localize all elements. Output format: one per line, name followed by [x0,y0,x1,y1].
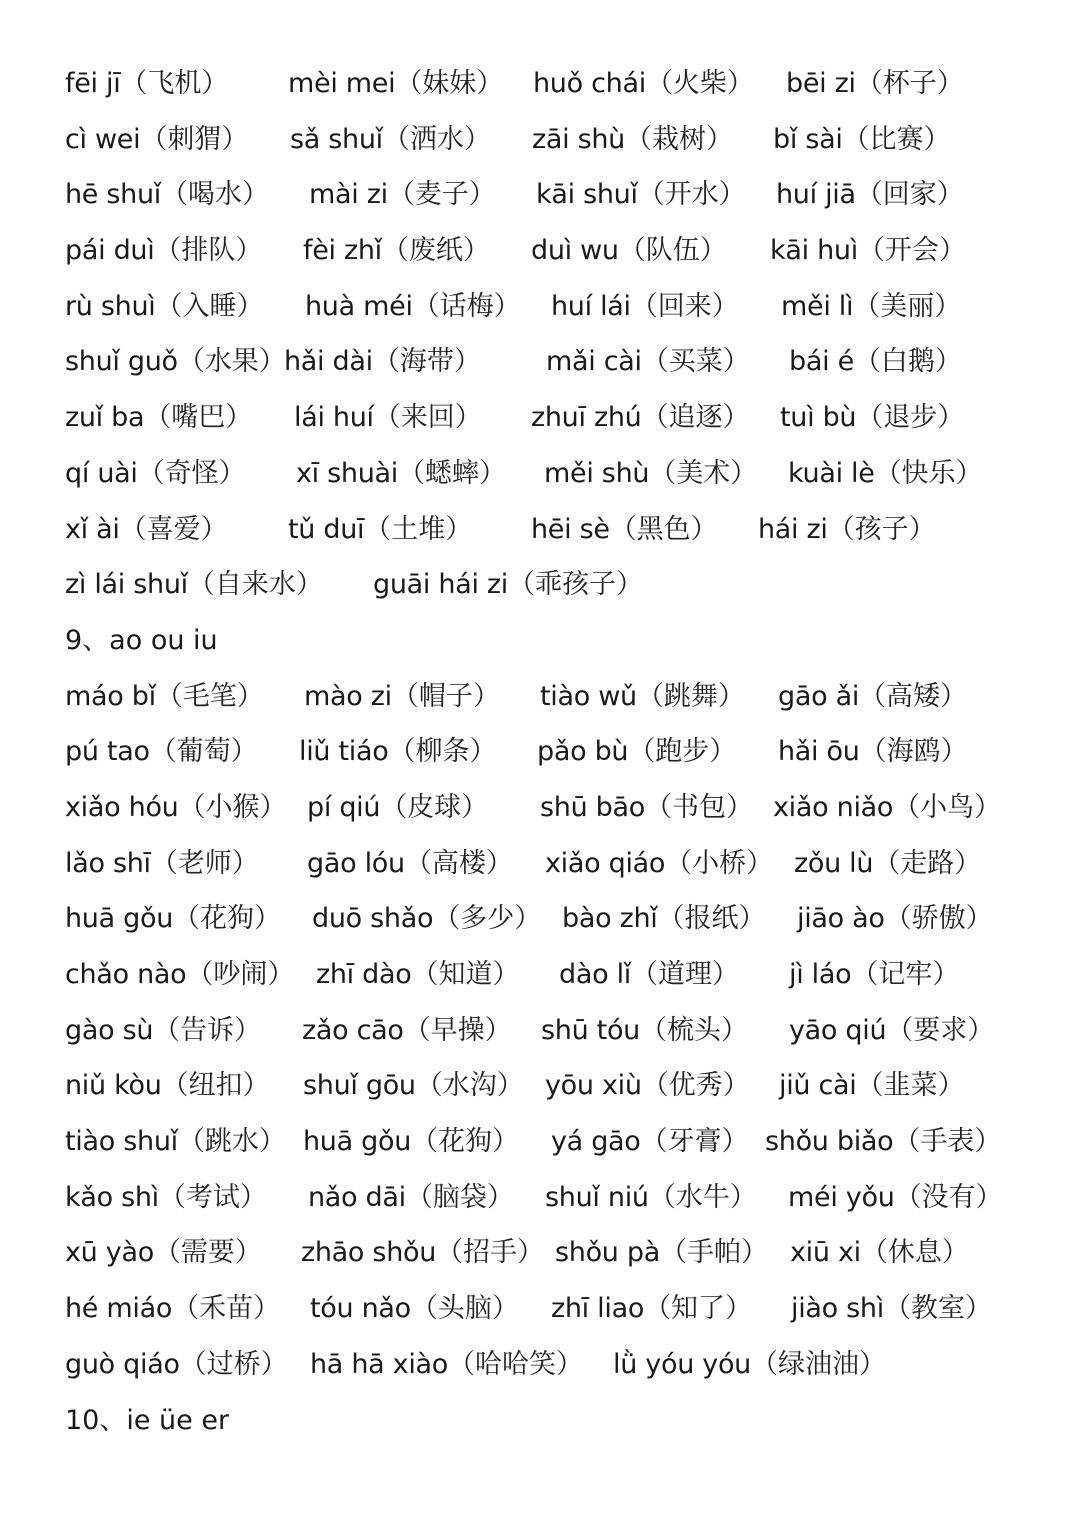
pinyin-text: yá gāo [551,1126,641,1158]
chinese-word: （话梅） [412,290,521,322]
pinyin-text: cì wei [65,123,141,155]
chinese-word: （入睡） [155,290,264,322]
pinyin-text: jì láo [789,959,852,990]
word-entry [791,1281,992,1337]
pinyin-text: měi lì [781,290,854,322]
word-entry [312,891,541,947]
pinyin-text: tiào wǔ [540,680,637,712]
chinese-word: （水牛） [648,1181,757,1213]
chinese-word: （土堆） [364,513,473,545]
word-row [65,390,1025,446]
word-entry [303,223,490,279]
pinyin-text: shuǐ gōu [303,1070,416,1102]
word-entry [559,947,739,1003]
chinese-word: （蟋蟀） [398,457,507,489]
pinyin-text: qí uài [65,457,138,489]
word-entry [294,390,482,446]
word-row [65,1170,1025,1226]
pinyin-text: pú tao [65,736,150,768]
word-row [65,891,1025,947]
pinyin-text: kāi huì [770,235,858,267]
pinyin-text: zǎo cāo [302,1014,404,1046]
chinese-word: （需要） [153,1237,262,1269]
word-entry [65,1003,261,1059]
pinyin-text: dào lǐ [559,959,631,990]
chinese-word: （牙膏） [640,1126,749,1158]
chinese-word: （刺猬） [140,123,249,155]
chinese-word: （来回） [373,402,482,434]
pinyin-text: liǔ tiáo [299,736,389,768]
chinese-word: （骄傲） [884,903,993,935]
pinyin-text: fēi jī [65,68,121,99]
chinese-word: （回家） [855,179,964,211]
chinese-word: （头脑） [410,1293,519,1325]
word-entry [789,1003,994,1059]
chinese-word: （知了） [644,1293,753,1325]
chinese-word: （手帕） [659,1237,768,1269]
word-entry [65,669,264,725]
word-entry [537,724,736,780]
chinese-word: （火柴） [645,68,754,99]
chinese-word: （麦子） [387,179,496,211]
chinese-word: （水果） [177,346,286,378]
pinyin-text: pǎo bù [537,736,629,768]
chinese-word: （知道） [411,959,520,990]
chinese-word: （海带） [372,346,481,378]
word-entry [65,167,269,223]
word-entry [303,1114,519,1170]
word-entry [780,390,964,446]
word-entry [310,1281,519,1337]
pinyin-text: kǎo shì [65,1181,159,1213]
chinese-word: （自来水） [187,569,323,601]
word-entry [65,1170,267,1226]
chinese-word: （韭菜） [856,1070,965,1102]
chinese-word: （黑色） [609,513,718,545]
pinyin-text: kuài lè [788,457,875,489]
word-entry [65,279,264,335]
word-entry [773,112,951,168]
pinyin-text: guò qiáo [65,1348,180,1380]
pinyin-text: kāi shuǐ [536,179,638,211]
word-entry [546,334,750,390]
word-entry [316,947,519,1003]
chinese-word: （哈哈笑） [448,1348,584,1380]
word-entry [303,1058,524,1114]
chinese-word: （帽子） [391,680,500,712]
word-row [65,167,1025,223]
word-entry [307,780,488,836]
word-row [65,223,1025,279]
pinyin-text: zhāo shǒu [301,1237,437,1269]
chinese-word: （栽树） [625,123,733,155]
chinese-word: （海鸥） [859,736,968,768]
word-entry [778,724,968,780]
pinyin-text: lǜ yóu yóu [613,1348,751,1380]
chinese-word: （白鹅） [853,346,962,378]
word-entry [65,947,294,1003]
word-entry [65,836,259,892]
word-entry [65,724,258,780]
word-row [65,1281,1025,1337]
chinese-word: （乖孩子） [508,569,643,601]
chinese-word: （早操） [403,1014,512,1046]
pinyin-text: xiǎo hóu [65,791,179,823]
pinyin-text: zhī dào [316,959,412,990]
pinyin-text: gāo ǎi [778,680,860,712]
chinese-word: （没有） [894,1181,1003,1213]
chinese-word: （洒水） [382,123,491,155]
word-entry [770,223,966,279]
section-heading-text: 10、ie üe er [65,1404,230,1436]
pinyin-text: zì lái shuǐ [65,569,188,601]
word-entry [540,669,745,725]
word-row [65,1058,1025,1114]
chinese-word: （水沟） [415,1070,524,1102]
pinyin-text: gāo lóu [307,847,405,879]
word-entry [288,56,503,112]
word-entry [765,1114,1001,1170]
word-entry [786,56,964,112]
word-entry [301,1225,544,1281]
word-entry [65,223,262,279]
pinyin-text: shū bāo [540,791,645,823]
word-entry [284,334,481,390]
word-entry [788,446,983,502]
word-entry [545,1058,750,1114]
chinese-word: （皮球） [380,791,489,823]
word-entry [536,167,746,223]
word-entry [773,780,1001,836]
word-entry [797,891,993,947]
pinyin-text: yāo qiú [789,1014,887,1046]
word-entry [779,1058,965,1114]
word-row [65,1114,1025,1170]
pinyin-text: jiào shì [791,1293,884,1325]
pinyin-text: guāi hái zi [373,569,508,601]
chinese-word: （过桥） [179,1348,288,1380]
pinyin-text: pái duì [65,235,155,267]
word-row [65,724,1025,780]
pinyin-text: pí qiú [307,791,381,823]
pinyin-text: mèi mei [288,68,396,99]
pinyin-text: hái zi [758,513,828,545]
pinyin-text: méi yǒu [788,1181,895,1213]
chinese-word: （美术） [649,457,758,489]
pinyin-text: zǒu lù [794,847,874,879]
word-entry [551,1281,752,1337]
word-entry [65,446,246,502]
chinese-word: （招手） [436,1237,545,1269]
pinyin-text: shū tóu [541,1014,640,1046]
chinese-word: （美丽） [853,290,962,322]
pinyin-text: shuǐ niú [545,1181,649,1213]
chinese-word: （教室） [883,1293,992,1325]
chinese-word: （买菜） [641,346,750,378]
pinyin-text: měi shù [544,457,650,489]
pinyin-text: hā hā xiào [310,1348,449,1380]
pinyin-text: tuì bù [780,402,857,434]
word-row [65,836,1025,892]
chinese-word: （道理） [631,959,739,990]
chinese-word: （多少） [433,903,542,935]
pinyin-text: xiū xi [790,1237,861,1269]
pinyin-text: duō shǎo [312,903,434,935]
pinyin-text: huà méi [305,290,413,322]
pinyin-text: gào sù [65,1014,154,1046]
word-row [65,557,1025,613]
chinese-word: （比赛） [842,123,951,155]
chinese-word: （葡萄） [149,736,258,768]
word-entry [305,279,521,335]
chinese-word: （开会） [857,235,966,267]
pinyin-text: bào zhǐ [562,903,658,935]
pinyin-text: huā gǒu [65,903,174,935]
pinyin-text: tiào shuǐ [65,1126,178,1158]
chinese-word: （废纸） [381,235,490,267]
word-entry [65,56,228,112]
word-row [65,446,1025,502]
chinese-word: （优秀） [641,1070,750,1102]
pinyin-text: yōu xiù [545,1070,642,1102]
chinese-word: （高矮） [859,680,968,712]
word-entry [758,502,936,558]
chinese-word: （报纸） [657,903,766,935]
chinese-word: （吵闹） [186,959,295,990]
word-entry [65,780,286,836]
word-entry [310,1337,583,1393]
section-heading [65,613,1025,669]
pinyin-text: xiǎo qiáo [545,847,666,879]
word-entry [789,947,959,1003]
word-entry [65,502,228,558]
chinese-word: （小猴） [178,791,287,823]
pinyin-text: xī shuài [296,457,399,489]
word-row [65,780,1025,836]
word-entry [308,1170,514,1226]
pinyin-text: hēi sè [531,513,610,545]
word-entry [65,1281,280,1337]
chinese-word: （杯子） [855,68,964,99]
pinyin-word-list [65,56,1025,1448]
word-entry [544,446,757,502]
pinyin-text: rù shuì [65,290,156,322]
chinese-word: （奇怪） [137,457,246,489]
chinese-word: （要求） [886,1014,995,1046]
chinese-word: （柳条） [388,736,497,768]
chinese-word: （纽扣） [161,1070,270,1102]
chinese-word: （花狗） [173,903,282,935]
word-row [65,1337,1025,1393]
pinyin-text: huǒ chái [533,68,646,99]
pinyin-text: jiǔ cài [779,1070,857,1102]
word-entry [790,1225,969,1281]
word-entry [781,279,961,335]
pinyin-text: bái é [789,346,854,378]
word-entry [304,669,500,725]
word-row [65,1003,1025,1059]
pinyin-text: huā gǒu [303,1126,412,1158]
pinyin-text: duì wu [531,235,619,267]
word-row [65,502,1025,558]
word-entry [302,1003,512,1059]
pinyin-text: tǔ duī [288,513,365,545]
chinese-word: （喝水） [161,179,269,211]
pinyin-text: mài zi [309,179,388,211]
pinyin-text: xū yào [65,1237,154,1269]
word-entry [776,167,964,223]
chinese-word: （休息） [860,1237,969,1269]
chinese-word: （跳水） [177,1126,286,1158]
word-row [65,669,1025,725]
chinese-word: （排队） [154,235,263,267]
pinyin-text: lǎo shī [65,847,151,879]
chinese-word: （老师） [150,847,259,879]
chinese-word: （飞机） [120,68,229,99]
pinyin-text: hē shuǐ [65,179,161,211]
chinese-word: （回来） [630,290,739,322]
pinyin-text: mào zi [304,680,392,712]
word-row [65,56,1025,112]
pinyin-text: shǒu pà [555,1237,660,1269]
word-entry [65,557,323,613]
word-entry [65,1058,270,1114]
word-entry [541,1003,748,1059]
word-entry [531,502,718,558]
word-entry [309,167,496,223]
chinese-word: （喜爱） [119,513,228,545]
word-entry [613,1337,886,1393]
chinese-word: （禾苗） [172,1293,281,1325]
chinese-word: （小桥） [665,847,774,879]
pinyin-text: shuǐ guǒ [65,346,178,378]
word-entry [562,891,765,947]
pinyin-text: mǎi cài [546,346,642,378]
chinese-word: （退步） [856,402,965,434]
word-entry [65,334,286,390]
pinyin-text: hǎi dài [284,346,373,378]
pinyin-text: xiǎo niǎo [773,791,894,823]
word-entry [545,836,773,892]
chinese-word: （跳舞） [636,680,745,712]
pinyin-text: zhuī zhú [531,402,642,434]
pinyin-text: huí jiā [776,179,856,211]
chinese-word: （毛笔） [155,680,264,712]
pinyin-text: zuǐ ba [65,402,145,434]
word-entry [532,112,733,168]
word-row [65,279,1025,335]
chinese-word: （梳头） [640,1014,748,1046]
chinese-word: （快乐） [874,457,983,489]
word-entry [65,891,281,947]
word-entry [789,334,962,390]
pinyin-text: zāi shù [532,123,625,155]
chinese-word: （走路） [873,847,982,879]
chinese-word: （跑步） [628,736,737,768]
pinyin-text: tóu nǎo [310,1293,411,1325]
chinese-word: （绿油油） [751,1348,886,1380]
section-heading-text: 9、ao ou iu [65,624,218,656]
word-entry [65,390,252,446]
chinese-word: （手表） [893,1126,1002,1158]
chinese-word: （孩子） [827,513,936,545]
word-entry [296,446,506,502]
word-entry [65,1225,262,1281]
word-entry [551,1114,749,1170]
pinyin-text: shǒu biǎo [765,1126,894,1158]
word-entry [531,223,727,279]
word-row [65,947,1025,1003]
pinyin-text: huí lái [551,290,631,322]
word-entry [65,1114,286,1170]
chinese-word: （开水） [637,179,746,211]
word-entry [373,557,643,613]
pinyin-text: zhī liao [551,1293,645,1325]
pinyin-text: hé miáo [65,1293,173,1325]
chinese-word: （脑袋） [405,1181,514,1213]
pinyin-text: bēi zi [786,68,856,99]
chinese-word: （嘴巴） [144,402,253,434]
word-entry [531,390,749,446]
chinese-word: （队伍） [618,235,727,267]
word-entry [788,1170,1003,1226]
word-entry [540,780,753,836]
chinese-word: （考试） [158,1181,267,1213]
pinyin-text: lái huí [294,402,374,434]
word-entry [299,724,496,780]
pinyin-text: jiāo ào [797,903,885,935]
pinyin-text: bǐ sài [773,123,843,155]
word-entry [778,669,967,725]
word-entry [794,836,981,892]
chinese-word: （告诉） [153,1014,262,1046]
word-entry [290,112,491,168]
pinyin-text: niǔ kòu [65,1070,162,1102]
pinyin-text: chǎo nào [65,959,187,990]
chinese-word: （高楼） [404,847,513,879]
word-entry [65,112,248,168]
word-entry [551,279,739,335]
pinyin-text: sǎ shuǐ [290,123,383,155]
word-entry [555,1225,768,1281]
word-entry [545,1170,757,1226]
chinese-word: （花狗） [411,1126,520,1158]
word-entry [288,502,472,558]
chinese-word: （书包） [644,791,753,823]
pinyin-text: nǎo dāi [308,1181,406,1213]
pinyin-text: fèi zhǐ [303,235,382,267]
word-entry [65,1337,288,1393]
chinese-word: （记牢） [851,959,960,990]
word-row [65,112,1025,168]
section-heading [65,1393,1025,1449]
chinese-word: （追逐） [641,402,750,434]
pinyin-text: máo bǐ [65,680,156,712]
pinyin-text: hǎi ōu [778,736,860,768]
word-row [65,334,1025,390]
chinese-word: （小鸟） [893,791,1002,823]
word-entry [307,836,513,892]
word-row [65,1225,1025,1281]
chinese-word: （妹妹） [395,68,504,99]
word-entry [533,56,754,112]
pinyin-text: xǐ ài [65,513,120,545]
